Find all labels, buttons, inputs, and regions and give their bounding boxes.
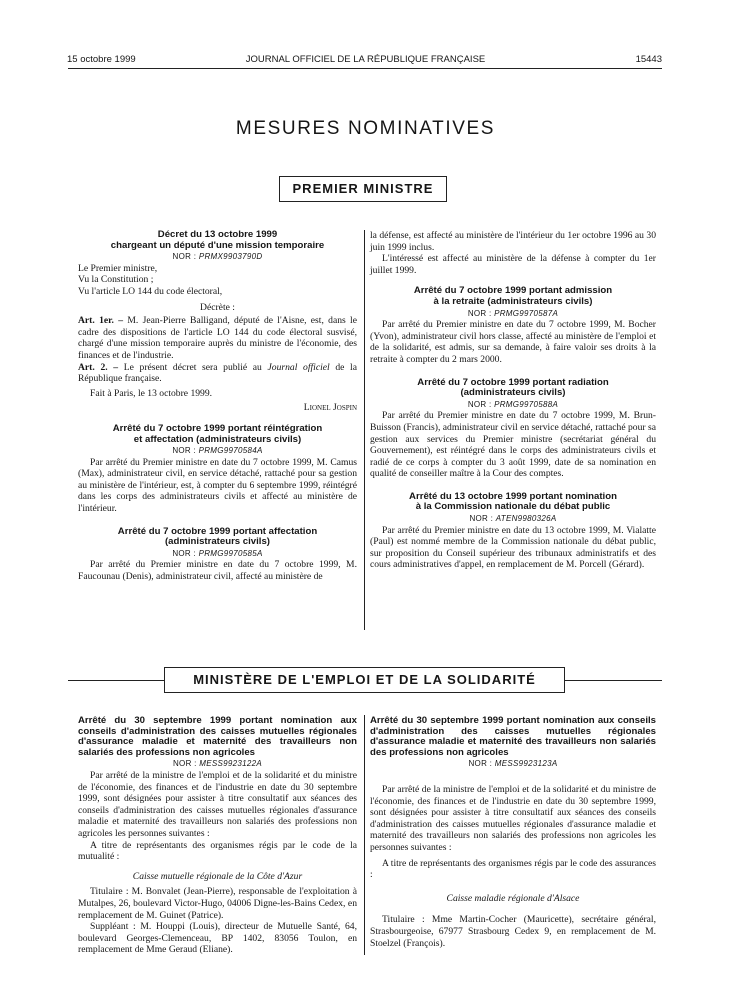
- arrete3-title-line1: Arrêté du 7 octobre 1999 portant admission: [413, 285, 613, 297]
- column-divider: [364, 230, 365, 630]
- arrete2-continued: L'intéressé est affecté au ministère de la défense à compter du 1er juillet 1999.: [370, 253, 656, 276]
- arrete1-title-line1: Arrêté du 7 octobre 1999 portant réintégration: [112, 422, 323, 434]
- emploi-arrete1-titulaire: Titulaire : M. Bonvalet (Jean-Pierre), responsable de l'exploitation à Mutalpes, 26, boulevard Victor-Hugo, 04006 Digne-les-Bains Cedex, en remplacement de M. Guinet (Patrice).: [78, 886, 357, 921]
- arrete4-title-line1: Arrêté du 7 octobre 1999 portant radiation: [417, 376, 609, 388]
- arrete5-title-line1: Arrêté du 13 octobre 1999 portant nomination: [409, 490, 617, 502]
- decret-title-line2: chargeant un député d'une mission temporaire: [110, 239, 325, 251]
- emploi-arrete1-nor: NOR : MESS9923122A: [172, 759, 263, 769]
- decret-nor: NOR : PRMX9903790D: [172, 252, 263, 262]
- emploi-arrete2-nor: NOR : MESS9923123A: [468, 759, 558, 769]
- arrete4-title-line2: (administrateurs civils): [460, 387, 566, 399]
- left-column-emploi: [78, 716, 357, 956]
- emploi-arrete2-title: Arrêté du 30 septembre 1999 portant nomination aux conseils d'administration des caisses mutuelles régionales d'assurance maladie et maternité des travailleurs non salariés des professions non agricoles: [370, 715, 656, 758]
- decret-fait: Fait à Paris, le 13 octobre 1999.: [90, 387, 213, 399]
- emploi-arrete2-titulaire: Titulaire : Mme Martin-Cocher (Mauricette), secrétaire général, Strasbourgeoise, 67977 Strasbourg Cedex 9, en remplacement de M. Stoelzel (François).: [370, 914, 656, 949]
- decret-article-2: Art. 2. – Le présent décret sera publié au Journal officiel de la République française.: [78, 361, 357, 385]
- arrete5-body: Par arrêté du Premier ministre en date du 13 octobre 1999, M. Vialatte (Paul) est nommé membre de la Commission nationale du débat public, sur proposition du Conseil supérieur des tribunaux administratifs et des cours administratives d'appel, en remplacement de M. Porcell (Gérard).: [370, 524, 656, 571]
- header-journal: JOURNAL OFFICIEL DE LA RÉPUBLIQUE FRANÇAISE: [245, 54, 486, 65]
- left-column-premier-ministre: [78, 230, 357, 583]
- arrete2-body: Par arrêté du Premier ministre en date du 7 octobre 1999, M. Faucounau (Denis), administrateur civil, affecté au ministère de: [78, 559, 357, 583]
- arrete2-nor: NOR : PRMG9970585A: [172, 548, 263, 558]
- header-page-number: 15443: [635, 54, 662, 65]
- arrete2-title-line1: Arrêté du 7 octobre 1999 portant affectation: [117, 525, 318, 537]
- column-divider: [364, 715, 365, 955]
- arrete5-nor: NOR : ATEN9980326A: [469, 514, 557, 524]
- header-rule: [68, 68, 662, 69]
- emploi-arrete1-p1: Par arrêté de la ministre de l'emploi et de la solidarité et du ministre de l'économie, des finances et de l'industrie en date du 30 septembre 1999, sont désignées pour assister à titre consultatif aux séances des conseils d'administration des caisses mutuelles régionales d'assurance maladie et maternité des travailleurs non salariés des professions non agricoles les personnes suivantes :: [78, 769, 357, 839]
- emploi-arrete1-p2: A titre de représentants des organismes régis par le code de la mutualité :: [78, 839, 357, 863]
- page-title: MESURES NOMINATIVES: [235, 118, 496, 139]
- right-column-emploi: [370, 716, 656, 949]
- arrete5-title-line2: à la Commission nationale du débat public: [415, 501, 611, 513]
- section-title-emploi-solidarite: MINISTÈRE DE L'EMPLOI ET DE LA SOLIDARITÉ: [164, 667, 565, 693]
- right-column-premier-ministre: [370, 230, 656, 571]
- decret-signature: Lionel Jospin: [303, 402, 357, 414]
- header-date: 15 octobre 1999: [67, 54, 136, 65]
- emploi-arrete1-suppleant: Suppléant : M. Houppi (Louis), directeur de Mutuelle Santé, 64, boulevard Georges-Clemenceau, BP 1402, 83056 Toulon, en remplacement de Mme Geraud (Eliane).: [78, 921, 357, 956]
- arrete3-body: Par arrêté du Premier ministre en date du 7 octobre 1999, M. Bocher (Yvon), administrateur civil hors classe, affecté au ministère de l'emploi et de la solidarité, est admis, sur sa demande, à faire valoir ses droits à la retraite à compter du 2 mars 2000.: [370, 319, 656, 365]
- arrete1-body: Par arrêté du Premier ministre en date du 7 octobre 1999, M. Camus (Max), administrateur civil, en service détaché, rattaché pour sa gestion au ministère de l'intérieur, est, à compter du 6 septembre 1999, réintégré dans les corps des administrateurs civils et affecté au ministère de l'intérieur.: [78, 456, 357, 515]
- emploi-arrete1-caisse: Caisse mutuelle régionale de la Côte d'Azur: [132, 870, 303, 882]
- arrete2-title-line2: (administrateurs civils): [164, 536, 271, 548]
- decret-line: Vu l'article LO 144 du code électoral,: [78, 285, 223, 297]
- emploi-arrete2-p1: Par arrêté de la ministre de l'emploi et de la solidarité et du ministre de l'économie, des finances et de l'industrie en date du 30 septembre 1999, sont désignées pour assister à titre consultatif aux séances des conseils d'administration des caisses mutuelles régionales d'assurance maladie et maternité des travailleurs non salariés des professions non agricoles les personnes suivantes :: [370, 783, 656, 853]
- arrete1-nor: NOR : PRMG9970584A: [172, 446, 263, 456]
- emploi-arrete2-p2: A titre de représentants des organismes régis par le code des assurances :: [370, 857, 656, 881]
- section-title-premier-ministre: PREMIER MINISTRE: [279, 176, 447, 202]
- arrete3-title-line2: à la retraite (administrateurs civils): [433, 295, 593, 307]
- decret-line: Vu la Constitution ;: [78, 274, 154, 286]
- decret-article-1: Art. 1er. – M. Jean-Pierre Balligand, député de l'Aisne, est, dans le cadre des dispositions de l'article LO 144 du code électoral susvisé, chargé d'une mission temporaire auprès du ministre de l'économie, des finances et de l'industrie.: [78, 315, 357, 361]
- arrete4-body: Par arrêté du Premier ministre en date du 7 octobre 1999, M. Brun-Buisson (Francis), administrateur civil en service détaché, rattaché pour sa gestion aux services du Premier ministre (secrétariat général du Gouvernement), est réintégré dans le corps des administrateurs civils et radié de ce corps à compter du 3 août 1999, date de sa nomination en qualité de conseiller maître à la Cour des comptes.: [370, 410, 656, 480]
- decret-title-line1: Décret du 13 octobre 1999: [157, 229, 278, 240]
- decret-line: Le Premier ministre,: [78, 262, 158, 274]
- arrete4-nor: NOR : PRMG9970588A: [467, 399, 559, 409]
- emploi-arrete2-caisse: Caisse maladie régionale d'Alsace: [446, 892, 580, 904]
- arrete2-continued: la défense, est affecté au ministère de l'intérieur du 1er octobre 1996 au 30 juin 1999 inclus.: [370, 230, 656, 253]
- decret-decrete: Décrète :: [200, 301, 235, 313]
- arrete3-nor: NOR : PRMG9970587A: [467, 308, 559, 318]
- emploi-arrete1-title: Arrêté du 30 septembre 1999 portant nomination aux conseils d'administration des caisses mutuelles régionales d'assurance maladie et maternité des travailleurs non salariés des professions non agricoles: [78, 715, 357, 758]
- arrete1-title-line2: et affectation (administrateurs civils): [133, 433, 302, 445]
